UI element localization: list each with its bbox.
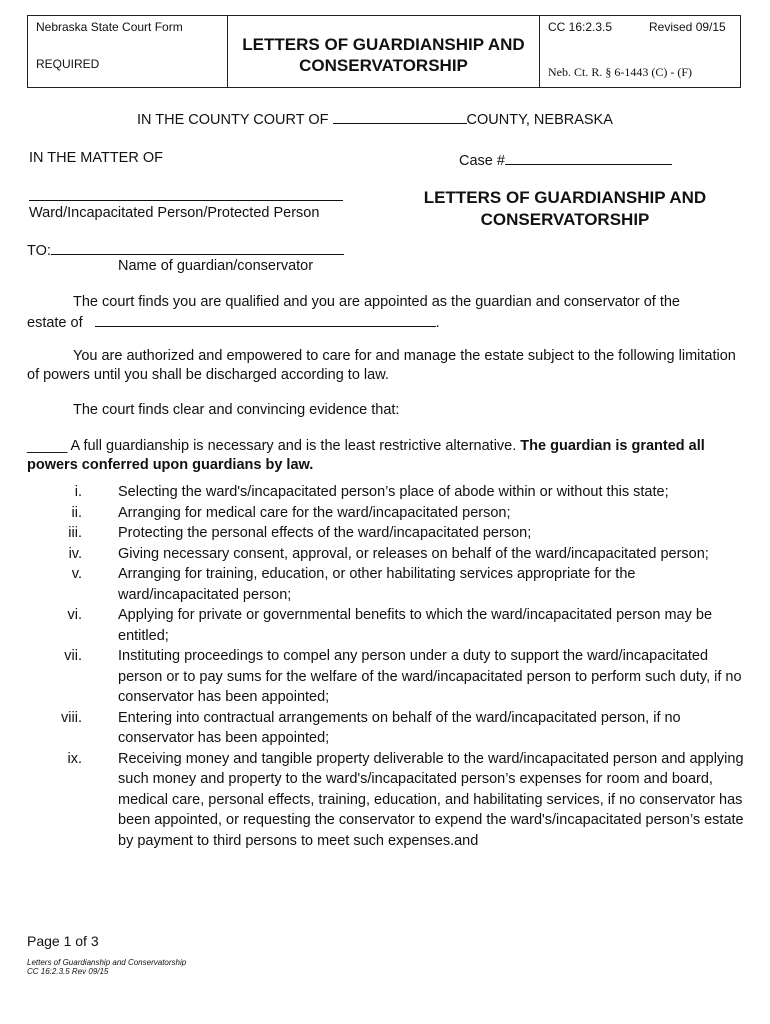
header-divider: [539, 15, 540, 88]
estate-label: estate of: [27, 315, 83, 331]
footer-doc-name: Letters of Guardianship and Conservatorship: [27, 958, 187, 967]
in-the-matter-label: IN THE MATTER OF: [29, 150, 163, 166]
list-item-number: ix.: [67, 750, 82, 767]
list-item-number: viii.: [61, 709, 82, 726]
appointment-paragraph: [27, 293, 743, 312]
to-label: TO:: [27, 243, 51, 259]
county-name-field[interactable]: [333, 109, 467, 124]
revised-date: Revised 09/15: [649, 20, 726, 34]
required-label: REQUIRED: [36, 57, 100, 71]
full-guardianship-checkbox[interactable]: _____: [27, 438, 68, 454]
powers-list: [27, 482, 747, 851]
ward-caption: Ward/Incapacitated Person/Protected Person: [29, 205, 320, 221]
list-item-text: Protecting the personal effects of the ward/incapacitated person;: [118, 525, 532, 541]
form-source: Nebraska State Court Form: [36, 20, 183, 34]
list-item-number: iv.: [68, 545, 82, 562]
list-item: [27, 503, 747, 524]
court-prefix: IN THE COUNTY COURT OF: [137, 112, 329, 128]
authority-paragraph: You are authorized and empowered to care for and manage the estate subject to the following limitation of powers until you shall be discharged according to law.: [27, 348, 736, 383]
list-item-text: Giving necessary consent, approval, or releases on behalf of the ward/incapacitated person;: [118, 545, 709, 562]
list-item: [27, 523, 747, 544]
form-number: CC 16:2.3.5: [548, 20, 613, 34]
list-item: [27, 749, 747, 852]
ward-name-field[interactable]: [29, 200, 343, 201]
court-suffix: COUNTY, NEBRASKA: [466, 112, 613, 128]
to-line: [27, 240, 344, 259]
list-item: [27, 646, 747, 708]
list-item-text: Instituting proceedings to compel any person under a duty to support the ward/incapacitated person or to pay sums for the welfare of the ward/incapacitated person to perform such duty, if no conservator has been appointed;: [118, 648, 742, 705]
list-item-number: vi.: [67, 607, 82, 623]
list-item-text: Arranging for medical care for the ward/incapacitated person;: [118, 504, 511, 521]
document-title: LETTERS OF GUARDIANSHIP AND CONSERVATORSHIP: [423, 188, 707, 229]
list-item: [27, 544, 747, 565]
list-item: [27, 708, 747, 749]
list-item-text: Applying for private or governmental benefits to which the ward/incapacitated person may be entitled;: [118, 607, 713, 644]
case-number: [459, 150, 672, 169]
list-item-number: iii.: [68, 525, 82, 541]
estate-period: .: [435, 315, 440, 331]
page-number: Page 1 of 3: [27, 933, 99, 949]
list-item-number: i.: [74, 484, 82, 500]
list-item: [27, 564, 747, 605]
footer-doc-code: CC 16:2.3.5 Rev 09/15: [27, 967, 109, 976]
case-number-field[interactable]: [505, 150, 672, 165]
list-item: [27, 605, 747, 646]
list-item-number: ii.: [71, 504, 82, 521]
rule-citation: Neb. Ct. R. § 6-1443 (C) - (F): [548, 65, 692, 79]
list-item-text: Entering into contractual arrangements on behalf of the ward/incapacitated person, if no conservator has been appointed;: [118, 709, 681, 746]
list-item-text: Arranging for training, education, or other habilitating services appropriate for the ward/incapacitated person;: [118, 566, 636, 603]
estate-line: [27, 312, 440, 331]
full-guardianship-text: A full guardianship is necessary and is the least restrictive alternative.: [67, 438, 521, 454]
list-item-text: Selecting the ward's/incapacitated person’s place of abode within or without this state;: [118, 484, 669, 500]
full-guardianship-option: [27, 437, 743, 475]
header-title: LETTERS OF GUARDIANSHIP AND CONSERVATORSHIP: [242, 35, 525, 75]
list-item: [27, 482, 747, 503]
list-item-number: vii.: [64, 648, 82, 664]
list-item-text: Receiving money and tangible property deliverable to the ward/incapacitated person and applying such money and property to the ward's/incapacitated person’s expenses for room and board, medical care, personal effects, training, education, and habilitating services, if no conservator has been appointed, or requesting the conservator to expend the ward's/incapacitated person’s estate by payment to third persons to meet such expenses.and: [118, 750, 744, 849]
guardian-name-field[interactable]: [51, 240, 344, 255]
appointment-text: The court finds you are qualified and you are appointed as the guardian and conservator of the: [73, 294, 680, 310]
case-label: Case #: [459, 153, 505, 169]
estate-name-field[interactable]: [95, 312, 436, 327]
findings-intro: The court finds clear and convincing evidence that:: [73, 402, 400, 418]
full-guardianship-bold: The guardian is granted all powers conferred upon guardians by law.: [27, 438, 705, 473]
guardian-caption: Name of guardian/conservator: [118, 258, 314, 274]
list-item-number: v.: [71, 566, 82, 582]
court-line: [137, 109, 613, 128]
